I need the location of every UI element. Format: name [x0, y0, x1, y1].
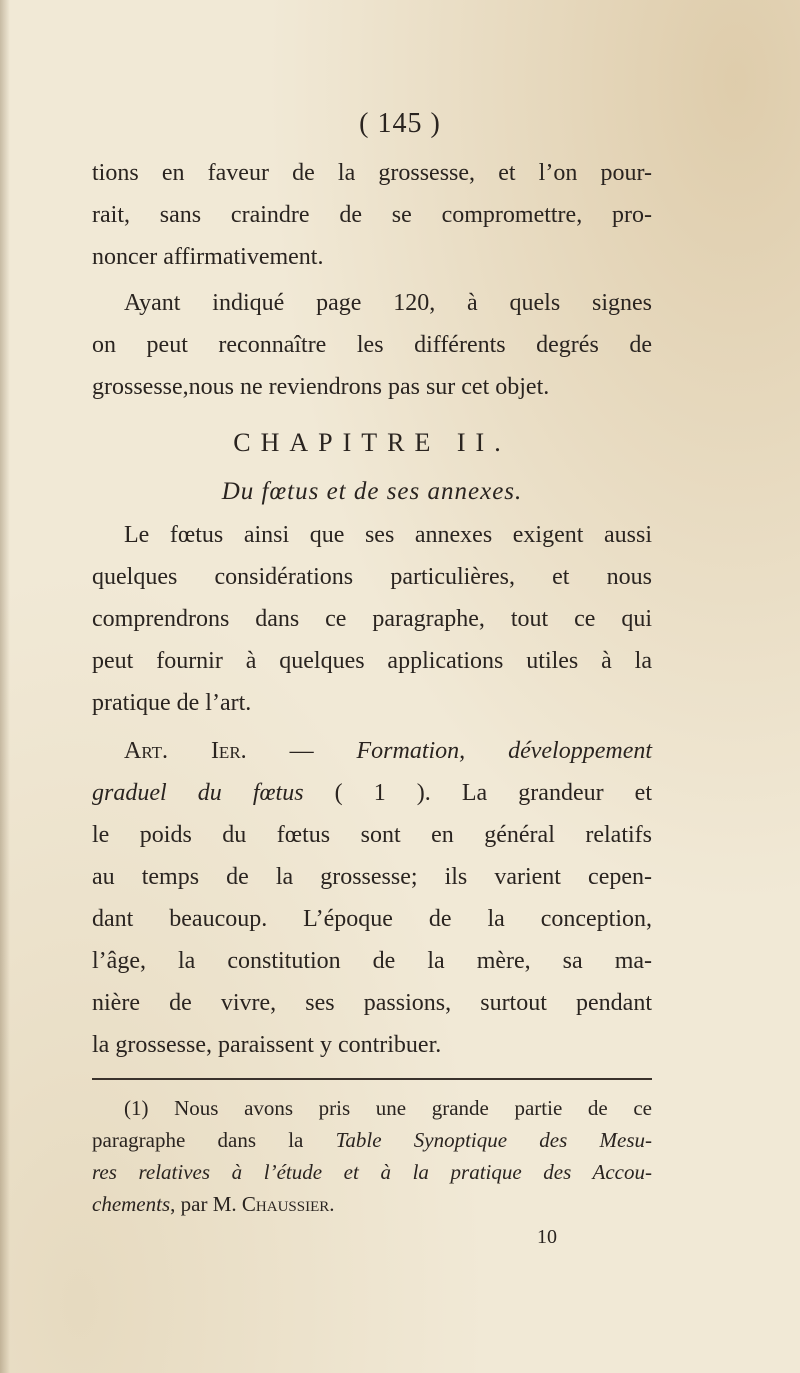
article-title: Formation, développement: [356, 738, 653, 764]
text-line: quelques considérations particulières, et nous: [92, 564, 652, 590]
paragraph-grossesse: [92, 282, 652, 408]
footnote-reference: ( 1 ).: [334, 780, 431, 806]
text-line: nière de vivre, ses passions, surtout pendant: [92, 990, 652, 1016]
text-line: tions en faveur de la grossesse, et l’on pour-: [92, 160, 652, 186]
article-heading-line: [92, 730, 652, 772]
text-line: rait, sans craindre de se compromettre, pro-: [92, 202, 652, 228]
text-line: pratique de l’art.: [92, 690, 252, 716]
article-title-cont: graduel du fœtus: [92, 780, 304, 806]
text-line: grossesse,nous ne reviendrons pas sur cet objet.: [92, 374, 550, 400]
footnote-line-4: [92, 1188, 652, 1220]
text-line: dant beaucoup. L’époque de la conception,: [92, 906, 652, 932]
text-line: Ayant indiqué page 120, à quels signes: [124, 290, 652, 316]
paragraph-foetus: [92, 514, 652, 724]
article-heading-line-2: [92, 772, 652, 814]
text-line: Le fœtus ainsi que ses annexes exigent aussi: [124, 522, 652, 548]
footnote-line-2: [92, 1124, 652, 1156]
table-title: Table Synoptique des Mesu-: [335, 1128, 652, 1152]
chapter-subtitle: Du fœtus et de ses annexes.: [221, 478, 523, 505]
signature-mark: 10: [537, 1226, 557, 1248]
text-line: la grossesse, paraissent y contribuer.: [92, 1032, 442, 1058]
text-fragment: La grandeur et: [461, 780, 652, 806]
text-line: comprendrons dans ce paragraphe, tout ce qui: [92, 606, 652, 632]
text-line: au temps de la grossesse; ils varient cepen-: [92, 864, 652, 890]
paragraph-continuation: [92, 152, 652, 278]
binding-shadow: [0, 0, 10, 1373]
author-name: Chaussier.: [241, 1192, 335, 1216]
text-line: le poids du fœtus sont en général relatifs: [92, 822, 652, 848]
text-line: l’âge, la constitution de la mère, sa ma-: [92, 948, 652, 974]
text-line: on peut reconnaître les différents degrés de: [92, 332, 652, 358]
chapter-title: CHAPITRE II.: [233, 428, 511, 457]
text-line: peut fournir à quelques applications utiles à la: [92, 648, 652, 674]
footnote: [92, 1092, 652, 1220]
text-fragment: paragraphe dans la: [92, 1128, 336, 1152]
text-fragment: chements: [92, 1192, 171, 1216]
footnote-line: res relatives à l’étude et à la pratique des Accou-: [92, 1160, 652, 1184]
footnote-rule: [92, 1078, 652, 1080]
text-line: noncer affirmativement.: [92, 244, 324, 270]
footnote-line: (1) Nous avons pris une grande partie de ce: [124, 1096, 652, 1120]
text-fragment: , par M.: [170, 1192, 242, 1216]
article-label: Art. Ier. —: [124, 738, 314, 764]
article-one: [92, 730, 652, 1066]
page-number-header: ( 145 ): [359, 108, 441, 139]
